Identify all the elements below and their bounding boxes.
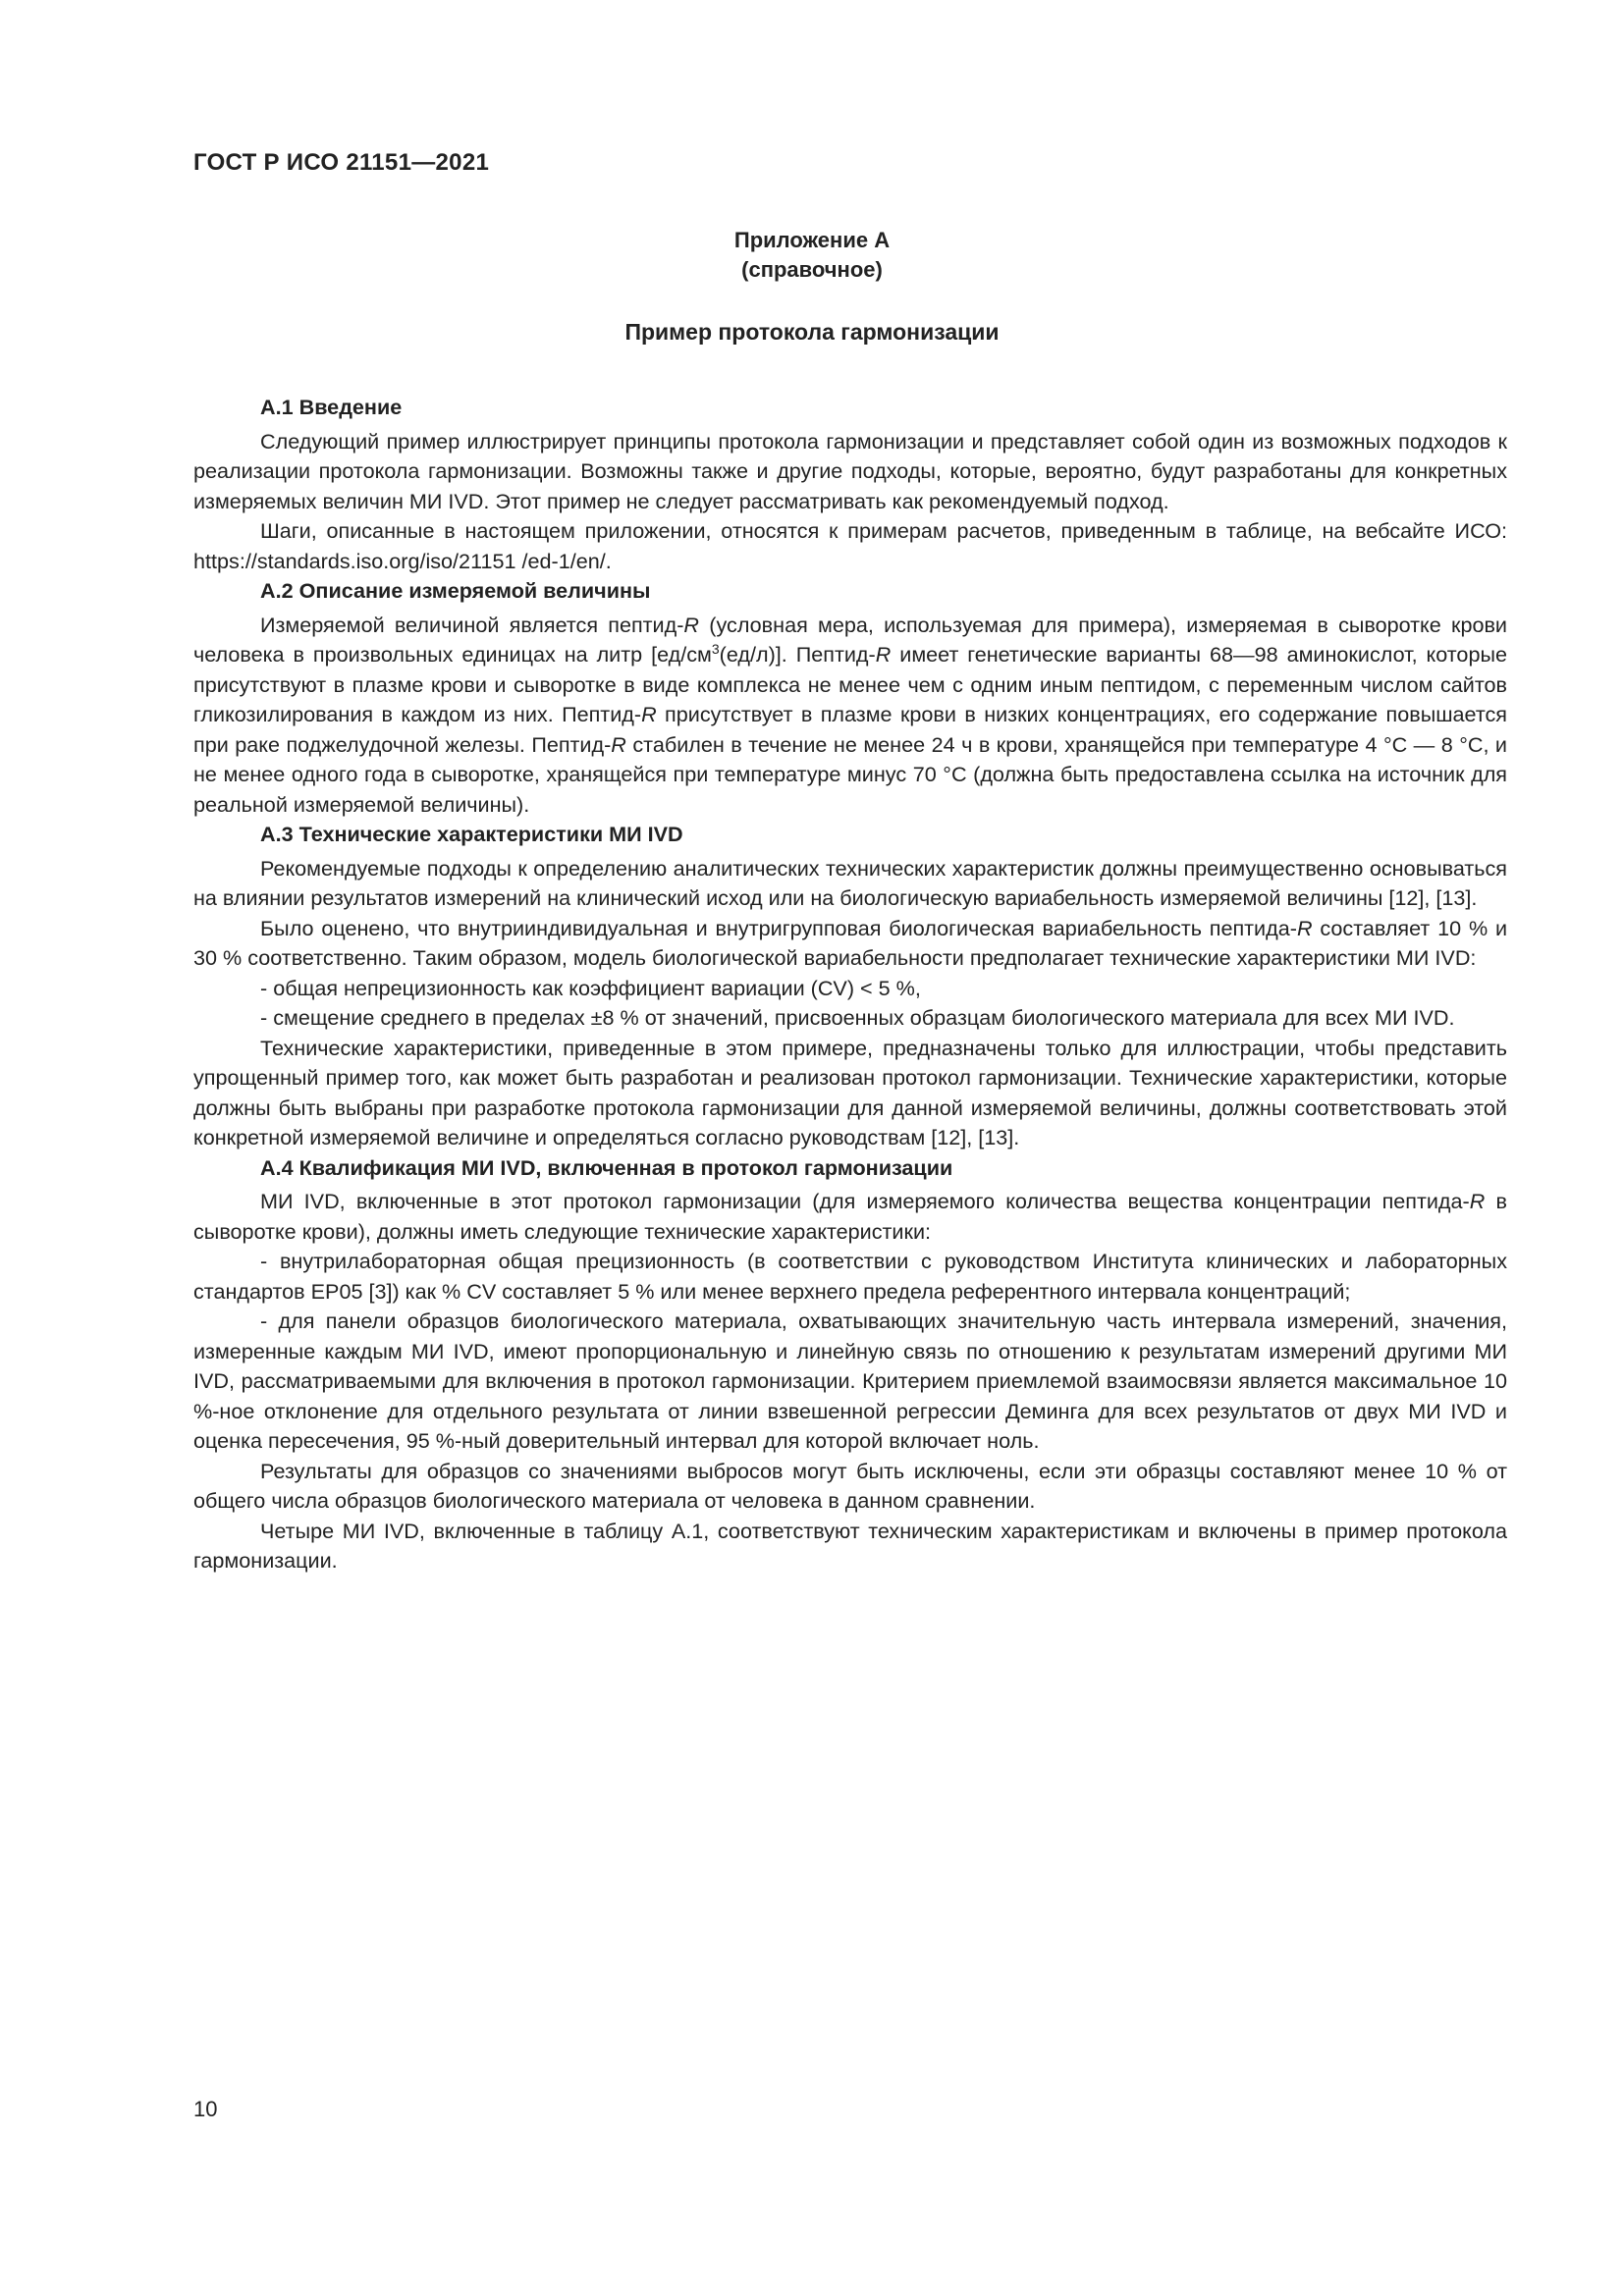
- text-run: стабилен в течение не менее 24 ч в крови, хранящейся при температуре 4 °С — 8 °С, и не менее одного года в сыворотке, хранящейся при температуре минус 70 °С (должна быть предоставлена ссылка на источник для реальной измеряемой величины).: [193, 731, 1507, 817]
- text-run: в сыворотке крови), должны иметь следующие технические характеристики:: [193, 1189, 1507, 1244]
- italic-symbol: R: [875, 642, 892, 667]
- text-run: Было оценено, что внутрииндивидуальная и внутригрупповая биологическая вариабельность пептида-: [260, 915, 1297, 940]
- text-run: (ед/л)]. Пептид-: [719, 642, 876, 667]
- italic-symbol: R: [683, 612, 700, 637]
- text-run: (условная мера, используемая для примера), измеряемая в сыворотке крови человека в произвольных единицах на литр [ед/см: [193, 612, 1507, 667]
- section-heading: А.2 Описание измеряемой величины: [260, 578, 651, 603]
- text-run: присутствует в плазме крови в низких концентрациях, его содержание повышается при раке поджелудочной железы. Пептид-: [193, 702, 1507, 757]
- italic-symbol: R: [641, 702, 657, 726]
- appendix-title: Приложение А: [733, 228, 891, 252]
- appendix-name: Пример протокола гармонизации: [624, 319, 1000, 345]
- paragraph: Технические характеристики, приведенные в этом примере, предназначены только для иллюстрации, чтобы представить упрощенный пример того, как может быть разработан и реализован протокол гармонизации. Технические характеристики, которые должны быть выбраны при разработке протокола гармонизации для данной измеряемой величины, должны соответствовать этой конкретной измеряемой величине и определяться согласно руководствам [12], [13].: [193, 1035, 1507, 1149]
- document-code: ГОСТ Р ИСО 21151—2021: [193, 149, 490, 176]
- section-heading: А.3 Технические характеристики МИ IVD: [260, 822, 683, 846]
- paragraph: Следующий пример иллюстрирует принципы протокола гармонизации и представляет собой один из возможных подходов к реализации протокола гармонизации. Возможны также и другие подходы, которые, вероятно, будут разработаны для конкретных измеряемых величин МИ IVD. Этот пример не следует рассматривать как рекомендуемый подход.: [193, 428, 1507, 513]
- list-item: - смещение среднего в пределах ±8 % от значений, присвоенных образцам биологического материала для всех МИ IVD.: [260, 1005, 1455, 1030]
- section-a4: [193, 1153, 1507, 1576]
- page-number: 10: [193, 2097, 218, 2121]
- appendix-type: (справочное): [741, 257, 883, 282]
- superscript: 3: [711, 641, 720, 657]
- document-body: [193, 393, 1507, 1576]
- text-run: имеет генетические варианты 68—98 аминокислот, которые присутствуют в плазме крови и сыворотке в виде комплекса не менее чем с одним иным пептидом, с переменным числом сайтов гликозилирования в каждом из них. Пептид-: [193, 642, 1507, 726]
- italic-symbol: R: [1469, 1189, 1486, 1213]
- paragraph: Рекомендуемые подходы к определению аналитических технических характеристик должны преимущественно основываться на влиянии результатов измерений на клинический исход или на биологическую вариабельность измеряемой величины [12], [13].: [193, 855, 1507, 910]
- text-run: МИ IVD, включенные в этот протокол гармонизации (для измеряемого количества вещества концентрации пептида-: [260, 1189, 1470, 1213]
- paragraph: [193, 1187, 1507, 1247]
- list-item: - внутрилабораторная общая прецизионность (в соответствии с руководством Института клинических и лабораторных стандартов EP05 [3]) как % CV составляет 5 % или менее верхнего предела референтного интервала концентраций;: [193, 1249, 1507, 1304]
- paragraph: Шаги, описанные в настоящем приложении, относятся к примерам расчетов, приведенным в таблице, на вебсайте ИСО: https://standards.iso.org/iso/21151 /ed-1/en/.: [193, 518, 1507, 573]
- section-heading: А.1 Введение: [260, 395, 403, 419]
- section-a3: [193, 820, 1507, 1153]
- text-run: составляет 10 % и 30 % соответственно. Таким образом, модель биологической вариабельности предполагает технические характеристики МИ IVD:: [193, 915, 1508, 970]
- list-item: - для панели образцов биологического материала, охватывающих значительную часть интервала измерений, значения, измеренные каждым МИ IVD, имеют пропорциональную и линейную связь по отношению к результатам измерений другими МИ IVD, рассматриваемыми для включения в протокол гармонизации. Критерием приемлемой взаимосвязи является максимальное 10 %-ное отклонение для отдельного результата от линии взвешенной регрессии Деминга для всех результатов от двух МИ IVD и оценка пересечения, 95 %-ный доверительный интервал для которой включает ноль.: [193, 1308, 1507, 1453]
- section-a1: [193, 393, 1507, 576]
- italic-symbol: R: [1296, 915, 1313, 940]
- paragraph: [193, 611, 1507, 821]
- section-a2: [193, 576, 1507, 820]
- list-item: - общая непрецизионность как коэффициент вариации (CV) < 5 %,: [260, 975, 921, 1000]
- paragraph: Четыре МИ IVD, включенные в таблицу А.1, соответствуют техническим характеристикам и включены в пример протокола гармонизации.: [193, 1518, 1507, 1573]
- text-run: Измеряемой величиной является пептид-: [260, 612, 684, 637]
- paragraph: [193, 914, 1507, 974]
- paragraph: Результаты для образцов со значениями выбросов могут быть исключены, если эти образцы составляют менее 10 % от общего числа образцов биологического материала от человека в данном сравнении.: [193, 1458, 1507, 1513]
- section-heading: А.4 Квалификация МИ IVD, включенная в протокол гармонизации: [260, 1154, 953, 1180]
- italic-symbol: R: [611, 731, 626, 757]
